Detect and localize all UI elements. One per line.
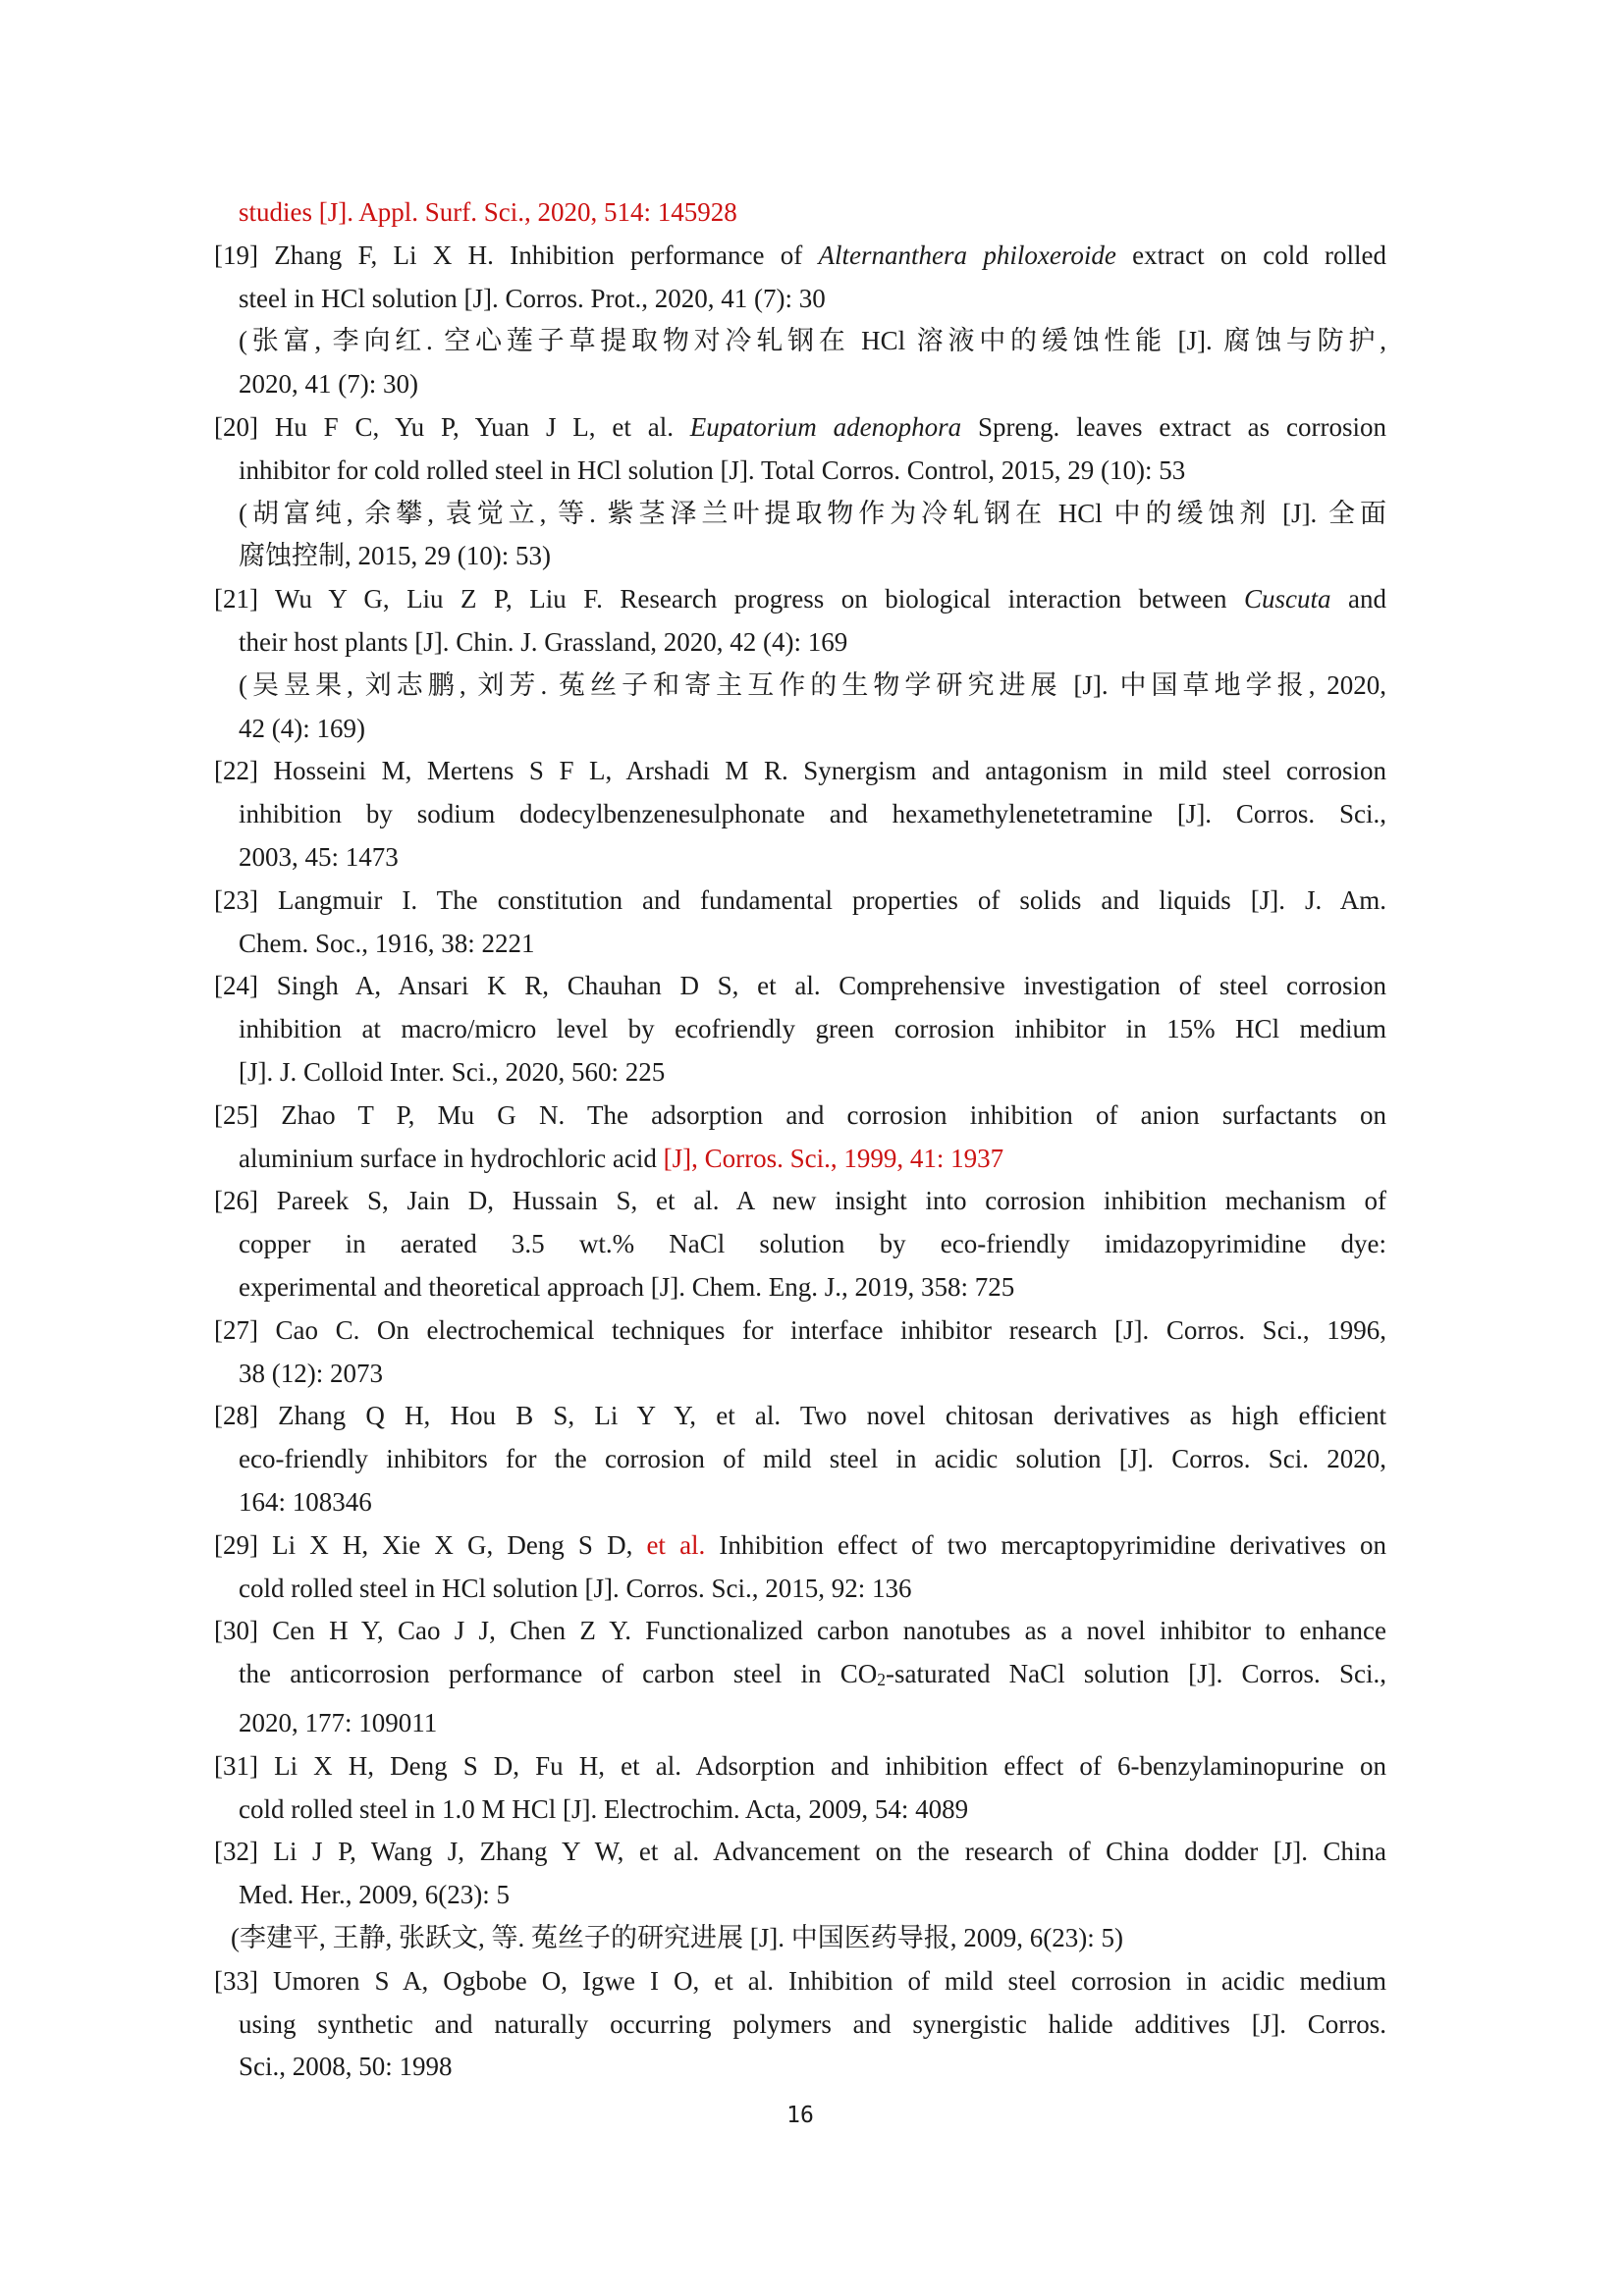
references-list [214,191,1386,2089]
reference-line [214,1180,1386,1223]
reference-text: using synthetic and naturally occurring polymers and synergistic halide additives [J]. Corros. [239,2008,1386,2039]
reference-20 [214,406,1386,578]
reference-text: 2003, 45: 1473 [239,841,399,872]
highlighted-text: et al. [646,1529,706,1560]
reference-text: aluminium surface in hydrochloric acid [239,1143,664,1173]
reference-line [214,1702,1386,1745]
reference-line [214,406,1386,450]
reference-line [214,191,1386,235]
reference-line [214,235,1386,278]
reference-line [214,1524,1386,1568]
reference-line [214,1395,1386,1438]
reference-line [214,1874,1386,1917]
reference-text: 2020, 177: 109011 [239,1708,438,1738]
reference-line [214,363,1386,406]
reference-line [214,1481,1386,1524]
reference-text: [26] Pareek S, Jain D, Hussain S, et al. A new insight into corrosion inhibition mechanism of [214,1186,1386,1216]
reference-line [214,1568,1386,1611]
reference-line [214,1653,1386,1702]
reference-23 [214,880,1386,966]
reference-text: Spreng. leaves extract as corrosion [961,411,1386,442]
reference-text: -saturated NaCl solution [J]. Corros. Sci., [886,1659,1386,1689]
reference-24 [214,965,1386,1094]
highlighted-text: [J], Corros. Sci., 1999, 41: 1937 [663,1143,1004,1173]
reference-line [214,1138,1386,1181]
reference-text: Sci., 2008, 50: 1998 [239,2052,453,2082]
reference-text: cold rolled steel in 1.0 M HCl [J]. Electrochim. Acta, 2009, 54: 4089 [239,1793,969,1824]
reference-line [214,708,1386,751]
reference-line [214,836,1386,880]
reference-text: Inhibition effect of two mercaptopyrimidine derivatives on [705,1529,1386,1560]
reference-line [214,1266,1386,1309]
reference-27 [214,1309,1386,1396]
reference-text: (胡富纯, 余攀, 袁觉立, 等. 紫茎泽兰叶提取物作为冷轧钢在 HCl 中的缓蚀剂 [J]. 全面 [239,498,1386,528]
reference-line [214,1438,1386,1481]
reference-line [214,1008,1386,1051]
reference-line [214,578,1386,621]
reference-text: [J]. J. Colloid Inter. Sci., 2020, 560: 225 [239,1056,666,1087]
reference-line [214,2046,1386,2089]
reference-line [214,493,1386,536]
reference-text: [32] Li J P, Wang J, Zhang Y W, et al. Advancement on the research of China dodder [J]. China [214,1837,1386,1867]
reference-line [214,1095,1386,1138]
reference-line [214,1223,1386,1266]
reference-line [214,2003,1386,2047]
reference-text: (张富, 李向红. 空心莲子草提取物对冷轧钢在 HCl 溶液中的缓蚀性能 [J]. 腐蚀与防护, [239,326,1386,356]
reference-text: steel in HCl solution [J]. Corros. Prot., 2020, 41 (7): 30 [239,283,826,313]
reference-text: their host plants [J]. Chin. J. Grassland, 2020, 42 (4): 169 [239,626,848,657]
subscript-text: 2 [877,1670,887,1690]
reference-text: and [1330,584,1387,614]
reference-line [214,320,1386,363]
italic-species-name: Alternanthera philoxeroide [818,240,1116,270]
reference-text: experimental and theoretical approach [J]. Chem. Eng. J., 2019, 358: 725 [239,1271,1015,1302]
reference-line [214,880,1386,923]
italic-species-name: Eupatorium adenophora [689,411,962,442]
reference-text: [23] Langmuir I. The constitution and fundamental properties of solids and liquids [J]. J. Am. [214,884,1386,915]
reference-line [214,1353,1386,1396]
reference-line [214,750,1386,793]
reference-text: [31] Li X H, Deng S D, Fu H, et al. Adsorption and inhibition effect of 6-benzylaminopurine on [214,1750,1386,1781]
reference-line [214,1745,1386,1789]
reference-29 [214,1524,1386,1611]
reference-text: cold rolled steel in HCl solution [J]. Corros. Sci., 2015, 92: 136 [239,1573,912,1603]
reference-text: [19] Zhang F, Li X H. Inhibition performance of [214,240,819,270]
reference-text: 164: 108346 [239,1486,372,1517]
reference-text: Chem. Soc., 1916, 38: 2221 [239,928,535,958]
reference-33 [214,1960,1386,2089]
reference-31 [214,1745,1386,1832]
reference-text: [27] Cao C. On electrochemical techniques for interface inhibitor research [J]. Corros. Sci., 1996, [214,1314,1386,1345]
reference-22 [214,750,1386,879]
reference-text: copper in aerated 3.5 wt.% NaCl solution by eco-friendly imidazopyrimidine dye: [239,1229,1386,1259]
reference-text: [25] Zhao T P, Mu G N. The adsorption and corrosion inhibition of anion surfactants on [214,1099,1386,1130]
reference-text: eco-friendly inhibitors for the corrosion of mild steel in acidic solution [J]. Corros. Sci. 2020, [239,1444,1386,1474]
reference-text: [28] Zhang Q H, Hou B S, Li Y Y, et al. Two novel chitosan derivatives as high efficient [214,1401,1386,1431]
reference-text: [21] Wu Y G, Liu Z P, Liu F. Research progress on biological interaction between [214,584,1245,614]
reference-text: the anticorrosion performance of carbon steel in CO [239,1659,878,1689]
reference-28 [214,1395,1386,1523]
reference-line [214,278,1386,321]
reference-text: [30] Cen H Y, Cao J J, Chen Z Y. Functionalized carbon nanotubes as a novel inhibitor to enhance [214,1616,1386,1646]
reference-30 [214,1610,1386,1745]
reference-text: inhibitor for cold rolled steel in HCl solution [J]. Total Corros. Control, 2015, 29 (10): 53 [239,454,1186,485]
reference-text: [29] Li X H, Xie X G, Deng S D, [214,1529,647,1560]
reference-text: [22] Hosseini M, Mertens S F L, Arshadi M R. Synergism and antagonism in mild steel corrosion [214,756,1386,786]
reference-text: [20] Hu F C, Yu P, Yuan J L, et al. [214,411,690,442]
reference-line [214,535,1386,578]
reference-line [214,1960,1386,2003]
reference-26 [214,1180,1386,1308]
reference-21 [214,578,1386,750]
reference-text: 42 (4): 169) [239,713,365,743]
reference-text: 腐蚀控制, 2015, 29 (10): 53) [239,541,551,571]
reference-text: (吴昱果, 刘志鹏, 刘芳. 菟丝子和寄主互作的生物学研究进展 [J]. 中国草地学报, 2020, [239,669,1386,700]
reference-25 [214,1095,1386,1181]
reference-line [214,1309,1386,1353]
reference-18-continuation [214,191,1386,235]
reference-text: inhibition by sodium dodecylbenzenesulphonate and hexamethylenetetramine [J]. Corros. Sci., [239,799,1386,829]
reference-line [214,450,1386,493]
reference-text: 38 (12): 2073 [239,1358,383,1388]
reference-32 [214,1831,1386,1959]
reference-line [214,1610,1386,1653]
reference-line [214,965,1386,1008]
reference-line [214,923,1386,966]
highlighted-text: studies [J]. Appl. Surf. Sci., 2020, 514: 145928 [239,197,737,227]
page-number: 16 [786,2103,814,2129]
reference-line [214,665,1386,708]
reference-line [214,793,1386,836]
reference-line [214,1917,1386,1960]
reference-text: extract on cold rolled [1115,240,1386,270]
reference-line [214,1831,1386,1874]
reference-text: (李建平, 王静, 张跃文, 等. 菟丝子的研究进展 [J]. 中国医药导报, 2009, 6(23): 5) [231,1923,1123,1953]
reference-line [214,1789,1386,1832]
reference-text: [33] Umoren S A, Ogbobe O, Igwe I O, et al. Inhibition of mild steel corrosion in acidic medium [214,1965,1386,1996]
reference-line [214,1051,1386,1095]
italic-species-name: Cuscuta [1244,584,1331,614]
reference-19 [214,235,1386,406]
reference-line [214,621,1386,665]
reference-text: inhibition at macro/micro level by ecofriendly green corrosion inhibitor in 15% HCl medium [239,1014,1386,1044]
reference-text: Med. Her., 2009, 6(23): 5 [239,1880,510,1910]
reference-text: 2020, 41 (7): 30) [239,369,418,400]
reference-text: [24] Singh A, Ansari K R, Chauhan D S, et al. Comprehensive investigation of steel corrosion [214,971,1386,1001]
